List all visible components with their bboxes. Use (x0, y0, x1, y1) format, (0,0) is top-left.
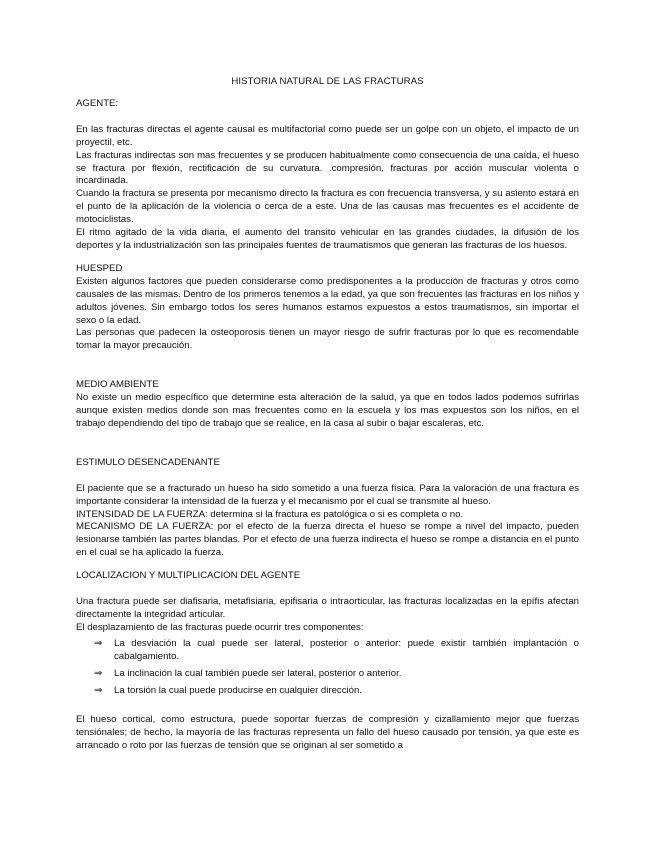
section-heading-medio-ambiente: MEDIO AMBIENTE (76, 379, 159, 391)
paragraph: El ritmo agitado de la vida diaria, el aumento del transito vehicular en las grandes ciudades, la difusión de los deportes y la industrialización son las principales fuentes de traumatismos que generan las fracturas de los huesos. (76, 227, 579, 251)
paragraph: Existen algunos factores que pueden considerarse como predisponentes a la producción de fracturas y otros como causales de las mismas. Dentro de los primeros tenemos a la edad, ya que son frecuentes las fracturas en los niños y adultos jóvenes. Sin embargo todos los seres humanos estamos expuestos a estos traumatismos, sin importar el sexo o la edad. (76, 275, 579, 326)
paragraph: INTENSIDAD DE LA FUERZA: determina si la fractura es patológica o si es completa o no. (76, 508, 464, 520)
list-item (76, 638, 579, 664)
list-item-text: La inclinación la cual también puede ser lateral, posterior o anterior. (114, 667, 402, 679)
displacement-list (76, 638, 579, 698)
paragraph: MECANISMO DE LA FUERZA: por el efecto de la fuerza directa el hueso se rompe a nivel del impacto, pueden lesionarse también las partes blandas. Por el efecto de una fuerza indirecta el hueso se rompe a distancia en el punto en el cual se ha aplicado la fuerza. (76, 521, 579, 559)
document-page (76, 76, 579, 753)
paragraph: Una fractura puede ser diafisaria, metafisiaria, epifisaria o intraorticular, las fracturas localizadas en la epífis afectan directamente la integridad articular. (76, 596, 579, 620)
paragraph: El paciente que se a fracturado un hueso ha sido sometido a una fuerza física. Para la valoración de una fractura es importante considerar la intensidad de la fuerza y el mecanismo por el cual se transmite al hueso. (76, 482, 579, 507)
arrow-icon: ⇒ (94, 667, 103, 679)
spacer (76, 253, 579, 263)
spacer (76, 470, 579, 483)
spacer (76, 431, 579, 457)
spacer (76, 111, 579, 124)
spacer (76, 560, 579, 570)
spacer (76, 701, 579, 714)
section-heading-localizacion: LOCALIZACION Y MULTIPLICACION DEL AGENTE (76, 570, 301, 582)
list-item (76, 685, 579, 698)
spacer (76, 353, 579, 379)
arrow-icon: ⇒ (94, 684, 103, 696)
section-heading-agente: AGENTE: (76, 97, 119, 109)
section-heading-huesped: HUESPED (76, 262, 123, 274)
paragraph: El desplazamiento de las fracturas puede ocurrir tres componentes: (76, 621, 364, 633)
list-item (76, 668, 579, 681)
arrow-icon: ⇒ (94, 637, 103, 649)
section-heading-estimulo: ESTIMULO DESENCADENANTE (76, 456, 220, 468)
paragraph: El hueso cortical, como estructura, puede soportar fuerzas de compresión y cizallamiento mejor que fuerzas tensiónales; de hecho, la mayoría de las fracturas representa un fallo del hueso causado por tensión, ya que este es arrancado o roto por las fuerzas de tensión que se originan al ser sometido a (76, 714, 579, 752)
paragraph: Las fracturas indirectas son mas frecuentes y se producen habitualmente como consecuencia de una caída, el hueso se fractura por flexión, rectificación de su curvatura. .compresión, fracturas por acción muscular violenta o incardinada. (76, 149, 579, 187)
list-item-text: La torsión la cual puede producirse en cualquier dirección. (114, 684, 362, 696)
paragraph: No existe un medio específico que determine esta alteración de la salud, ya que en todos lados podemos sufrirlas aunque existen medios donde son mas frecuentes como en la escuela y los mas expuestos son los niños, en el trabajo dependiendo del tipo de trabajo que se realice, en la casa al subir o bajar escaleras, etc. (76, 392, 579, 429)
paragraph: Las personas que padecen la osteoporosis tienen un mayor riesgo de sufrir fracturas por lo que es recomendable tomar la mayor precaución. (76, 327, 579, 352)
paragraph: En las fracturas directas el agente causal es multifactorial como puede ser un golpe con un objeto, el impacto de un proyectil, etc. (76, 123, 579, 148)
list-item-text: La desviación la cual puede ser lateral, posterior o anterior: puede existir también implantación o cabalgamiento. (114, 637, 579, 662)
paragraph: Cuando la fractura se presenta por mecanismo directo la fractura es con frecuencia transversa, y su asiento estará en el punto de la aplicación de la violencia o cerca de a este. Una de las causas mas frecuentes es el accidente de motociclistas. (76, 188, 579, 226)
spacer (76, 583, 579, 596)
document-title: HISTORIA NATURAL DE LAS FRACTURAS (231, 76, 424, 87)
